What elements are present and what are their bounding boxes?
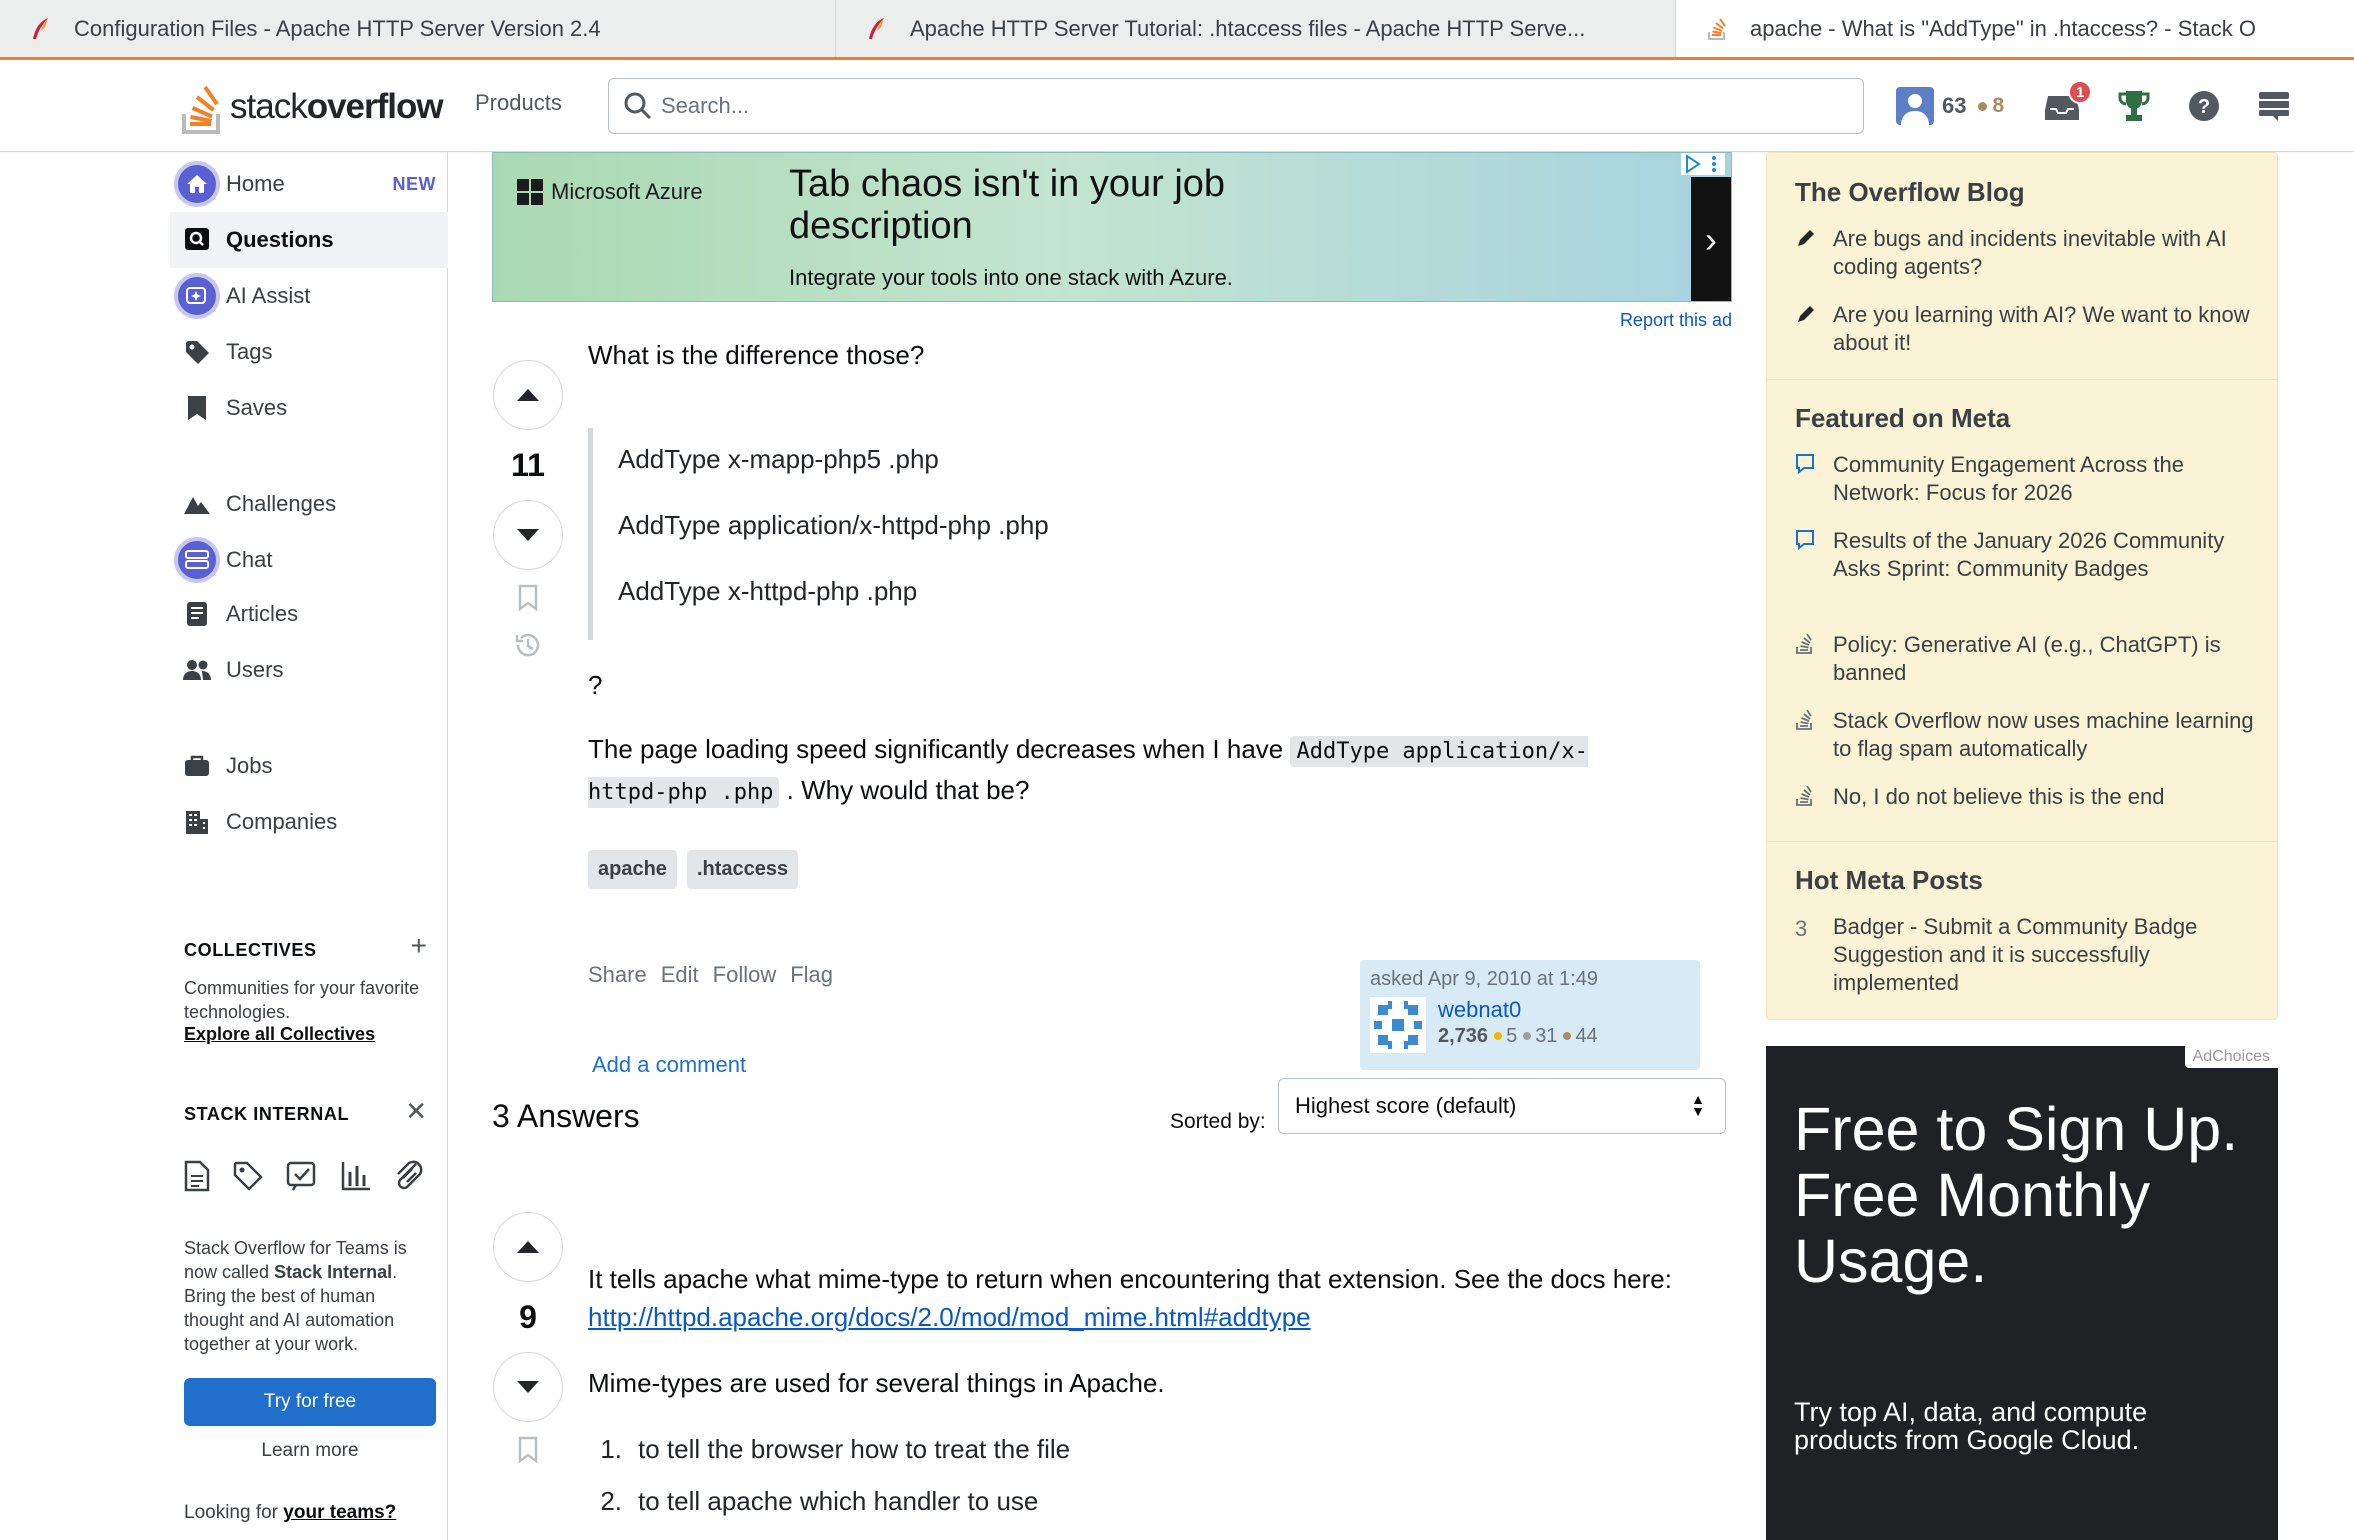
user-toolbar [1896,83,2290,126]
meta-item[interactable]: Community Engagement Across the Network: Focus for 2026 [1795,451,2265,507]
tab-title: Apache HTTP Server Tutorial: .htaccess files - Apache HTTP Serve... [910,15,1586,41]
mountain-icon [183,493,211,515]
stack-exchange-mini-icon [1795,709,1815,731]
bookmark-button[interactable] [517,1436,539,1464]
logo-text: stackoverflow [230,87,443,126]
asked-date: asked Apr 9, 2010 at 1:49 [1370,968,1598,990]
blog-title: The Overflow Blog [1795,177,2025,207]
sorted-by-label: Sorted by: [1170,1110,1266,1133]
document-icon [184,1160,210,1192]
meta-item[interactable]: Results of the January 2026 Community Asks Sprint: Community Badges [1795,527,2265,583]
ad-choices-icon[interactable] [1681,153,1725,175]
sidebar-item-label: AI Assist [226,283,311,308]
sidebar-item-challenges[interactable] [170,476,448,532]
tab-title: apache - What is "AddType" in .htaccess? - Stack O [1750,15,2256,41]
ad-subtext: Try top AI, data, and compute products from Google Cloud. [1794,1397,2148,1455]
sidebar-item-tags[interactable] [170,324,448,380]
bronze-badge-dot [1978,102,1987,111]
ad-headline: Free to Sign Up. Free Monthly Usage. [1794,1095,2239,1295]
bookmark-button[interactable] [517,584,539,612]
ad-headline: Tab chaos isn't in your job description [789,163,1226,247]
inbox-count-badge: 1 [2068,80,2092,104]
sidebar-item-questions[interactable] [170,212,448,268]
sidebar-item-companies[interactable] [170,794,448,850]
checkbox-icon [286,1160,318,1192]
help-icon [2188,90,2220,122]
inbox-button[interactable] [2044,83,2085,122]
ad-chevron-right-icon[interactable]: › [1691,177,1731,302]
upvote-button[interactable] [493,360,563,430]
sidebar-item-label: Saves [226,395,288,420]
stack-internal-icons [184,1160,424,1192]
search-input[interactable] [661,93,1863,119]
comment-icon [1795,453,1815,475]
google-cloud-ad[interactable] [1766,1046,2278,1540]
sidebar-item-articles[interactable] [170,586,448,642]
browser-tab-htaccess-tutorial[interactable] [836,0,1676,57]
question-vote-cell [492,360,564,660]
bookmark-outline-icon [517,1436,539,1464]
sidebar-item-label: Chat [226,547,273,572]
search-box[interactable] [608,78,1864,134]
user-avatar[interactable] [1896,87,1934,125]
sidebar-item-label: Home [226,171,285,196]
browser-tab-stackoverflow[interactable] [1676,0,2354,57]
questions-icon [184,227,210,253]
edit-link[interactable]: Edit [660,962,699,987]
question-intro: What is the difference those? [588,340,925,370]
briefcase-icon [184,754,210,778]
article-icon [186,601,208,627]
flag-link[interactable]: Flag [790,962,834,987]
answer-score: 9 [519,1298,537,1335]
downvote-button[interactable] [493,1352,563,1422]
sidebar-item-jobs[interactable] [170,738,448,794]
stackoverflow-icon [1706,17,1728,41]
building-icon [184,809,210,835]
browser-tab-apache-config[interactable] [0,0,836,57]
apache-feather-icon [30,17,52,41]
new-badge: NEW [392,173,436,194]
collectives-title: COLLECTIVES [184,940,317,960]
home-icon [174,161,220,207]
answer-sort-select[interactable]: Highest score (default) ▲ ▼ [1278,1078,1726,1134]
your-teams-link[interactable]: your teams? [283,1502,397,1523]
stack-internal-title: STACK INTERNAL [184,1104,350,1124]
question-tag-list [588,850,798,889]
sidebar-item-label: Questions [226,227,334,252]
add-comment-link[interactable]: Add a comment [592,1052,747,1077]
bookmark-icon [186,395,208,421]
tab-title: Configuration Files - Apache HTTP Server Version 2.4 [74,15,601,41]
meta-item[interactable]: Policy: Generative AI (e.g., ChatGPT) is banned [1795,631,2265,687]
bookmark-outline-icon [517,584,539,612]
adchoices-icon[interactable]: AdChoices [2185,1046,2278,1068]
stack-exchange-mini-icon [1795,633,1815,655]
tag-outline-icon [232,1160,264,1192]
learn-more-link[interactable]: Learn more [261,1440,359,1461]
sidebar-item-ai-assist[interactable] [170,268,448,324]
history-icon [513,630,543,660]
upvote-button[interactable] [493,1212,563,1282]
arrow-up-icon [516,388,540,402]
site-switcher-button[interactable] [2258,91,2290,121]
user-silhouette-icon [1896,87,1934,125]
search-icon [623,91,653,121]
microsoft-azure-logo: Microsoft Azure [517,179,703,205]
question-paragraph: The page loading speed significantly decreases when I have AddType application/x-httpd-php .php . Why would that be? [588,730,1588,812]
meta-item[interactable]: No, I do not believe this is the end [1795,783,2265,814]
sidebar-item-home[interactable] [170,156,448,212]
looking-for-teams: Looking for your teams? [184,1502,397,1523]
inline-code: AddType application/x-httpd-php .php [588,736,1588,808]
quote-line: AddType x-mapp-php5 .php [618,444,939,474]
pencil-icon [1795,303,1817,325]
list-item: 2. to tell apache which handler to use [600,1486,1039,1516]
hot-meta-item[interactable]: 3 Badger - Submit a Community Badge Suggestion and it is successfully implemented [1795,914,2198,995]
achievements-button[interactable] [2118,89,2150,123]
apache-feather-icon [866,17,888,41]
sidebar-item-label: Companies [226,809,338,834]
answer-paragraph-1: It tells apache what mime-type to return when encountering that extension. See the docs here: http://httpd.apache.org/docs/2.0/mod/mod_mime.html#addtype [588,1264,1672,1332]
top-bar [0,60,2354,152]
share-link[interactable]: Share [588,962,647,987]
browser-tab-bar [0,0,2354,60]
answer-paragraph-2: Mime-types are used for several things in Apache. [588,1368,1165,1398]
explore-collectives-link[interactable]: Explore all Collectives [184,1024,376,1044]
blog-item[interactable]: Are you learning with AI? We want to know about it! [1795,301,2265,357]
mod-mime-docs-link[interactable]: http://httpd.apache.org/docs/2.0/mod/mod_mime.html#addtype [588,1302,1311,1332]
collectives-description: Communities for your favorite technologies. [184,978,420,1022]
sidebar-item-label: Users [226,657,284,682]
svg-text:?: ? [2198,96,2211,118]
sidebar-item-label: Tags [226,339,273,364]
sidebar-item-label: Challenges [226,491,337,516]
stack-exchange-mini-icon [1795,785,1815,807]
follow-link[interactable]: Follow [712,962,777,987]
tag-icon [184,339,210,365]
blog-item[interactable]: Are bugs and incidents inevitable with AI coding agents? [1795,225,2265,281]
user-reputation[interactable]: 63 [1942,93,1967,118]
sidebar-item-saves[interactable] [170,380,448,436]
help-button[interactable] [2188,90,2220,122]
sidebar-item-label: Jobs [226,753,273,778]
user-reputation-line: 2,736 5 31 44 [1438,1025,1598,1047]
bronze-badge-count: 8 [1992,94,2005,117]
sidebar-item-chat[interactable] [170,532,448,588]
sidebar-item-label: Articles [226,601,299,626]
widget-divider [1767,841,2277,842]
question-mark-text: ? [588,670,603,700]
answers-heading: 3 Answers [492,1098,640,1134]
question-body [588,336,1732,374]
microsoft-logo-icon [517,179,543,205]
stack-exchange-icon [2258,91,2290,121]
hot-meta-count: 3 [1795,916,1808,941]
question-owner-card [1360,960,1700,1070]
sidebar-item-users[interactable] [170,642,448,698]
paperclip-icon [394,1160,424,1192]
select-caret-icon: ▲ ▼ [1691,1091,1705,1119]
bar-chart-icon [340,1160,372,1192]
post-menu [588,962,833,988]
arrow-up-icon [516,1240,540,1254]
report-ad-link[interactable]: Report this ad [1619,310,1732,330]
trophy-icon [2118,89,2150,123]
downvote-button[interactable] [493,500,563,570]
close-stack-internal-button[interactable]: ✕ [405,1096,427,1126]
users-icon [182,658,212,682]
azure-ad-banner[interactable] [492,152,1732,302]
quote-line: AddType x-httpd-php .php [618,576,918,606]
ad-subline: Integrate your tools into one stack with Azure. [789,265,1233,290]
tag-htaccess[interactable]: .htaccess [687,850,798,889]
user-name-link[interactable]: webnat0 [1438,997,1522,1022]
tag-apache[interactable]: apache [588,850,677,889]
quote-line: AddType application/x-httpd-php .php [618,510,1049,540]
pencil-icon [1795,227,1817,249]
user-identicon[interactable] [1370,997,1426,1053]
widget-divider [1767,379,2277,380]
comment-icon [1795,529,1815,551]
stackoverflow-logo-icon [180,82,226,136]
products-menu[interactable]: Products [475,90,562,115]
main-content [448,152,1752,1540]
list-item: 1. to tell the browser how to treat the file [600,1434,1071,1464]
arrow-down-icon [516,528,540,542]
arrow-down-icon [516,1380,540,1394]
chat-icon [174,537,220,583]
add-collective-button[interactable]: + [410,930,427,961]
answer-vote-cell [492,1212,564,1464]
stack-internal-description: Stack Overflow for Teams is now called Stack Internal. Bring the best of human thought and AI automation together at your work. [184,1238,407,1354]
timeline-button[interactable] [513,630,543,660]
left-sidebar [170,152,448,1540]
try-for-free-button[interactable]: Try for free [184,1378,436,1426]
overflow-blog-widget [1766,152,2278,1020]
meta-item[interactable]: Stack Overflow now uses machine learning to flag spam automatically [1795,707,2265,763]
ai-assist-icon [174,273,220,319]
stackoverflow-logo[interactable] [180,76,443,136]
hot-meta-title: Hot Meta Posts [1795,865,1983,895]
meta-title: Featured on Meta [1795,403,2011,433]
answer-list [588,1430,1070,1534]
blockquote [588,428,1049,640]
question-score: 11 [511,446,545,483]
